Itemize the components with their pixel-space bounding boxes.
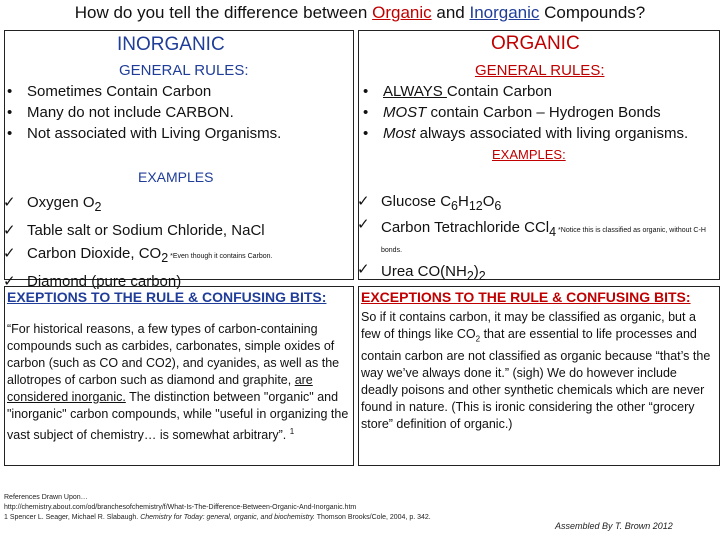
inorganic-exceptions-panel	[4, 286, 354, 466]
list-item: ✓ Diamond (pure carbon)	[1, 270, 351, 293]
list-item: ✓ Glucose $C_6H_{12}O_6$	[357, 193, 502, 213]
references-url: http://chemistry.about.com/od/branchesofchemistry/f/What-Is-The-Difference-Between-Organic-And-Inorganic.htm	[4, 504, 357, 511]
credit: Assembled By T. Brown 2012	[555, 521, 673, 531]
inorganic-panel	[3, 30, 354, 290]
check-icon: ✓	[357, 261, 370, 278]
title-organic: Organic	[372, 3, 432, 22]
list-item: ✓ Table salt or Sodium Chloride, NaCl	[1, 219, 351, 242]
check-icon: ✓	[357, 193, 370, 210]
inorganic-examples-heading: EXAMPLES	[138, 169, 214, 185]
check-icon: ✓	[3, 194, 16, 211]
organic-examples-heading: EXAMPLES:	[492, 147, 566, 162]
bullet-icon: •	[7, 83, 13, 100]
inorganic-heading: INORGANIC	[117, 34, 225, 55]
check-icon: ✓	[3, 245, 16, 262]
check-icon: ✓	[3, 222, 16, 239]
references-citation: 1 Spencer L. Seager, Michael R. Slabaugh. Chemistry for Today: general, organic, and biochemistry. Thomson Brooks/Cole, 2004, p. 342.	[4, 514, 431, 521]
page-title: How do you tell the difference between Organic and Inorganic Compounds?	[74, 3, 646, 22]
inorganic-rules-list	[1, 81, 351, 144]
list-item: ✓ Oxygen $O_2$	[1, 191, 351, 219]
bullet-icon: •	[363, 104, 369, 121]
inorganic-exceptions-text: “For historical reasons, a few types of carbon-containing compounds such as carbides, carbonates, simple oxides of carbon (such as CO and CO2), and cyanides, as well as the allotropes of carbon such as diamond and graphite, are considered inorganic. The distinction between "organic" and "inorganic" carbon compounds, while "useful in organizing the vast subject of chemistry… is somewhat arbitrary”. $^1$	[7, 322, 349, 443]
bullet-icon: •	[363, 83, 369, 100]
check-icon: ✓	[3, 273, 16, 290]
organic-exceptions-panel	[358, 286, 720, 466]
organic-exceptions-text: So if it contains carbon, it may be classified as organic, but a few of things like $CO_2$ that are essential to life processes and contain carbon are not classified as organic because “that’s the way we’ve always done it.” (sigh) We do however include deadly poisons and other synthetic chemicals which are never found in nature. (This is ironic considering the other “grocery store” definition of organic.)	[361, 310, 711, 431]
list-item: • MOST contain Carbon – Hydrogen Bonds	[363, 104, 661, 121]
list-item: • Sometimes Contain Carbon	[7, 83, 212, 100]
list-item: • Most always associated with living organisms.	[363, 125, 689, 142]
organic-heading: ORGANIC	[491, 33, 580, 54]
organic-rules-heading: GENERAL RULES:	[475, 62, 605, 79]
inorganic-exceptions-heading: EXEPTIONS TO THE RULE & CONFUSING BITS:	[7, 289, 327, 305]
organic-examples-list	[355, 191, 719, 287]
check-icon: ✓	[357, 216, 370, 233]
list-item: ✓ Carbon Dioxide, $CO_2$ *Even though it contains Carbon.	[1, 242, 351, 270]
organic-panel	[357, 30, 720, 283]
bullet-icon: •	[7, 104, 13, 121]
list-item: • Not associated with Living Organisms.	[7, 125, 282, 142]
references-heading: References Drawn Upon…	[4, 494, 88, 501]
bullet-icon: •	[363, 125, 369, 142]
bullet-icon: •	[7, 125, 13, 142]
title-inorganic: Inorganic	[469, 3, 540, 22]
list-item: • ALWAYS Contain Carbon	[363, 83, 552, 100]
list-item: ✓ Carbon Tetrachloride CCl$_4$ *Notice this is classified as organic, without C-H bonds.	[357, 216, 706, 254]
list-item: ✓ Urea $CO(NH_2)_2$	[357, 261, 486, 283]
list-item: • Many do not include CARBON.	[7, 104, 234, 121]
inorganic-rules-heading: GENERAL RULES:	[119, 62, 249, 79]
organic-exceptions-heading: EXCEPTIONS TO THE RULE & CONFUSING BITS:	[361, 289, 691, 305]
organic-rules-list	[357, 81, 719, 144]
inorganic-examples-list	[1, 191, 351, 293]
references	[4, 493, 544, 523]
